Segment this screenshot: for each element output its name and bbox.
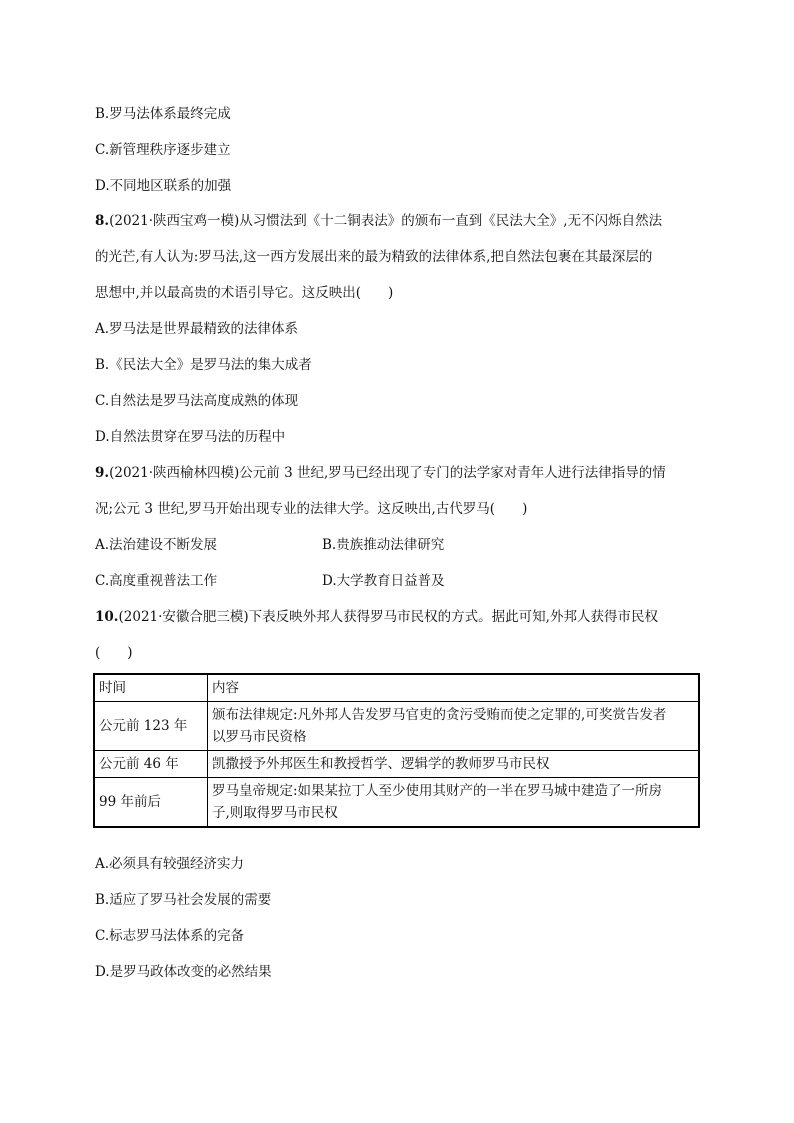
- q8-stem-line-2: 的光芒,有人认为:罗马法,这一西方发展出来的最为精致的法律体系,把自然法包裹在其最深层的: [95, 249, 653, 265]
- q7-option-c: C.新管理秩序逐步建立: [95, 142, 231, 158]
- q8-stem-text-1: (2021·陕西宝鸡一模)从习惯法到《十二铜表法》的颁布一直到《民法大全》,无不闪烁自然法: [109, 213, 663, 229]
- table-cell-content-line: 以罗马市民资格: [212, 729, 307, 745]
- q9-stem-text-1: (2021·陕西榆林四模)公元前 3 世纪,罗马已经出现了专门的法学家对青年人进行法律指导的情: [109, 465, 666, 481]
- table-cell-content: [208, 751, 700, 778]
- q10-option-a: A.必须具有较强经济实力: [95, 856, 245, 872]
- table-header-row: [94, 674, 699, 702]
- q7-option-d: D.不同地区联系的加强: [95, 178, 232, 194]
- q7-option-b: B.罗马法体系最终完成: [95, 106, 231, 122]
- table-row: [94, 702, 699, 751]
- q10-stem-line-1: [95, 607, 658, 627]
- q9-stem-line-2: 况;公元 3 世纪,罗马开始出现专业的法律大学。这反映出,古代罗马( ): [95, 501, 528, 517]
- table-cell-content: [208, 702, 700, 751]
- q10-option-d: D.是罗马政体改变的必然结果: [95, 964, 272, 980]
- q8-option-a: A.罗马法是世界最精致的法律体系: [95, 321, 299, 337]
- table-cell-content: [208, 778, 700, 828]
- table-cell-time: 公元前 46 年: [94, 751, 208, 778]
- q10-option-c: C.标志罗马法体系的完备: [95, 928, 245, 944]
- table-cell-content-line: 子,则取得罗马市民权: [212, 805, 338, 821]
- table-cell-time: 公元前 123 年: [94, 702, 208, 751]
- citizenship-table: [93, 673, 700, 828]
- q10-stem-line-2: ( ): [95, 645, 133, 661]
- table-cell-content-line: 凯撒授予外邦医生和教授哲学、逻辑学的教师罗马市民权: [212, 756, 550, 772]
- q10-stem-text-1: (2021·安徽合肥三模)下表反映外邦人获得罗马市民权的方式。据此可知,外邦人获得市民权: [118, 609, 658, 625]
- table-header-content: 内容: [208, 674, 700, 702]
- table-row: [94, 778, 699, 828]
- q9-option-b: B.贵族推动法律研究: [322, 537, 445, 553]
- q10-number: 10.: [95, 609, 119, 625]
- q8-stem-line-1: [95, 211, 662, 231]
- q8-stem-line-3: 思想中,并以最高贵的术语引导它。这反映出( ): [95, 285, 394, 301]
- table-cell-time: 99 年前后: [94, 778, 208, 828]
- q9-option-d: D.大学教育日益普及: [322, 573, 445, 589]
- q9-number: 9.: [95, 465, 110, 481]
- q9-option-a: A.法治建设不断发展: [95, 537, 218, 553]
- table-header-time: 时间: [94, 674, 208, 702]
- table-cell-content-line: 罗马皇帝规定:如果某拉丁人至少使用其财产的一半在罗马城中建造了一所房: [212, 783, 663, 799]
- q9-option-c: C.高度重视普法工作: [95, 573, 218, 589]
- q9-stem-line-1: [95, 463, 666, 483]
- table-cell-content-line: 颁布法律规定:凡外邦人告发罗马官吏的贪污受贿而使之定罪的,可奖赏告发者: [212, 707, 667, 723]
- table-row: [94, 751, 699, 778]
- q8-option-b: B.《民法大全》是罗马法的集大成者: [95, 357, 312, 373]
- q8-number: 8.: [95, 213, 110, 229]
- q8-option-d: D.自然法贯穿在罗马法的历程中: [95, 429, 286, 445]
- q10-option-b: B.适应了罗马社会发展的需要: [95, 892, 272, 908]
- q8-option-c: C.自然法是罗马法高度成熟的体现: [95, 393, 299, 409]
